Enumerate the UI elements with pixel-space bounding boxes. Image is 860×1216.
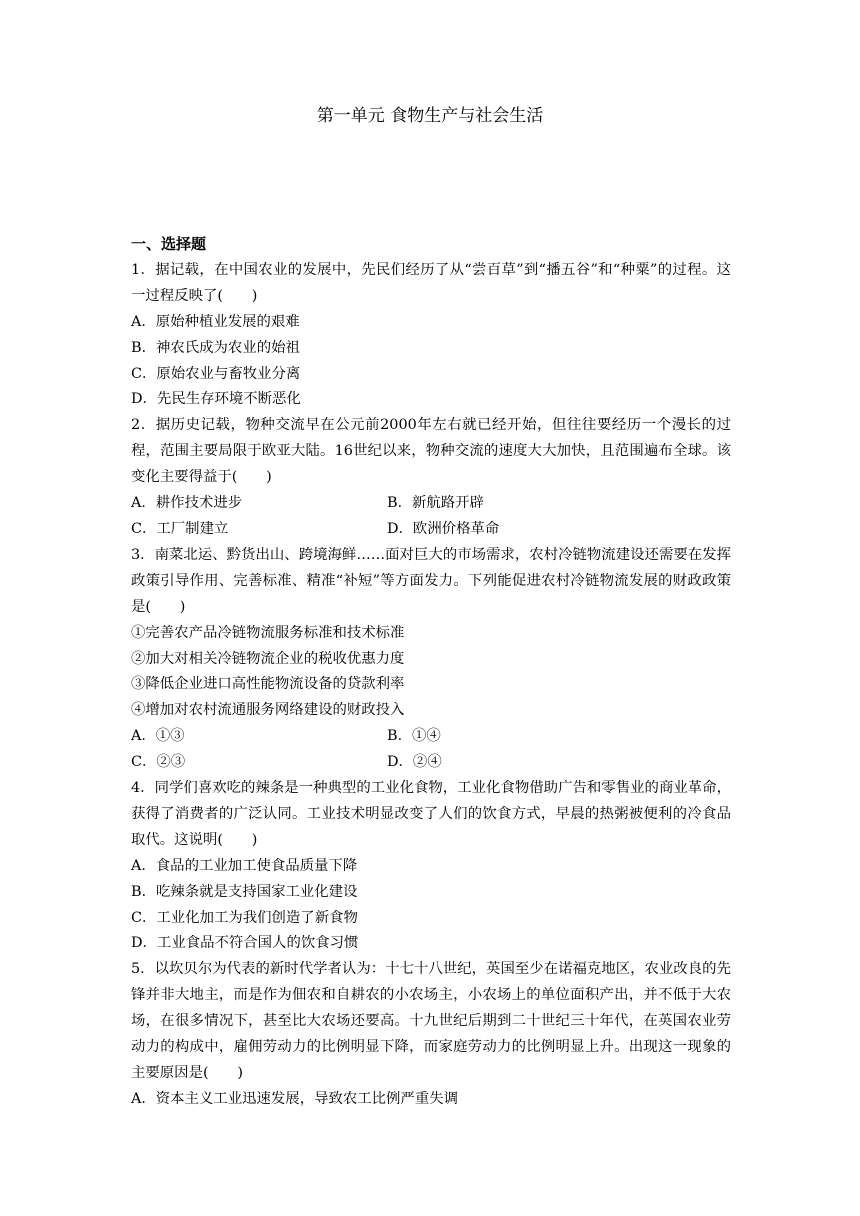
- question-4-option-a: A．食品的工业加工使食品质量下降: [131, 857, 358, 874]
- question-2-option-b: B．新航路开辟: [387, 495, 484, 512]
- question-2-stem: 2．据历史记载，物种交流早在公元前2000年左右就已经开始，但往往要经历一个漫长的过程，范围主要局限于欧亚大陆。16世纪以来，物种交流的速度大大加快，且范围遍布全球。该变化主要得益于( ): [131, 417, 731, 486]
- question-4-option-d: D．工业食品不符合国人的饮食习惯: [131, 935, 359, 952]
- question-2-option-c: C．工厂制建立: [131, 520, 229, 537]
- question-4-stem: 4．同学们喜欢吃的辣条是一种典型的工业化食物，工业化食物借助广告和零售业的商业革命，获得了消费者的广泛认同。工业技术明显改变了人们的饮食方式，早晨的热粥被便利的冷食品取代。这说明( ): [131, 780, 731, 848]
- question-2-options-row-2: [131, 517, 731, 543]
- page-title: 第一单元 食物生产与社会生活: [316, 106, 544, 126]
- question-3-options-row-1: [131, 724, 731, 750]
- question-4-option-c: C．工业化加工为我们创造了新食物: [131, 909, 358, 926]
- question-1-option-a: A．原始种植业发展的艰难: [131, 313, 300, 330]
- question-3-statement-1: ①完善农产品冷链物流服务标准和技术标准: [131, 624, 405, 641]
- question-5-stem: 5．以坎贝尔为代表的新时代学者认为：十七十八世纪，英国至少在诺福克地区，农业改良的先锋并非大地主，而是作为佃农和自耕农的小农场主，小农场上的单位面积产出，并不低于大农场，在很多情况下，甚至比大农场还要高。十九世纪后期到二十世纪三十年代，在英国农业劳动力的构成中，雇佣劳动力的比例明显下降，而家庭劳动力的比例明显上升。出现这一现象的主要原因是( ): [131, 961, 731, 1081]
- question-1-stem: 1．据记载，在中国农业的发展中，先民们经历了从“尝百草”到“播五谷”和“种粟”的过程。这一过程反映了( ): [131, 261, 731, 304]
- question-3-stem: 3．南菜北运、黔货出山、跨境海鲜……面对巨大的市场需求，农村冷链物流建设还需要在发挥政策引导作用、完善标准、精准“补短”等方面发力。下列能促进农村冷链物流发展的财政政策是( ): [131, 546, 731, 615]
- question-3-statement-2: ②加大对相关冷链物流企业的税收优惠力度: [131, 650, 405, 667]
- question-2-options-row-1: [131, 491, 731, 517]
- question-3-option-c: C．②③: [131, 754, 186, 771]
- question-3-option-a: A．①③: [131, 728, 185, 745]
- question-3-options-row-2: [131, 750, 731, 776]
- question-1-option-b: B．神农氏成为农业的始祖: [131, 339, 300, 356]
- question-2-option-d: D．欧洲价格革命: [387, 520, 500, 537]
- question-3-option-b: B．①④: [387, 728, 441, 745]
- question-1-option-d: D．先民生存环境不断恶化: [131, 391, 301, 408]
- question-2-option-a: A．耕作技术进步: [131, 495, 243, 512]
- section-heading: 一、选择题: [131, 235, 207, 253]
- question-3-statement-4: ④增加对农村流通服务网络建设的财政投入: [131, 702, 405, 719]
- question-4-option-b: B．吃辣条就是支持国家工业化建设: [131, 883, 358, 900]
- question-list: [131, 232, 731, 1113]
- question-5-option-a: A．资本主义工业迅速发展，导致农工比例严重失调: [131, 1090, 458, 1107]
- question-3-option-d: D．②④: [387, 754, 442, 771]
- question-1-option-c: C．原始农业与畜牧业分离: [131, 365, 301, 382]
- question-3-statement-3: ③降低企业进口高性能物流设备的贷款利率: [131, 676, 405, 693]
